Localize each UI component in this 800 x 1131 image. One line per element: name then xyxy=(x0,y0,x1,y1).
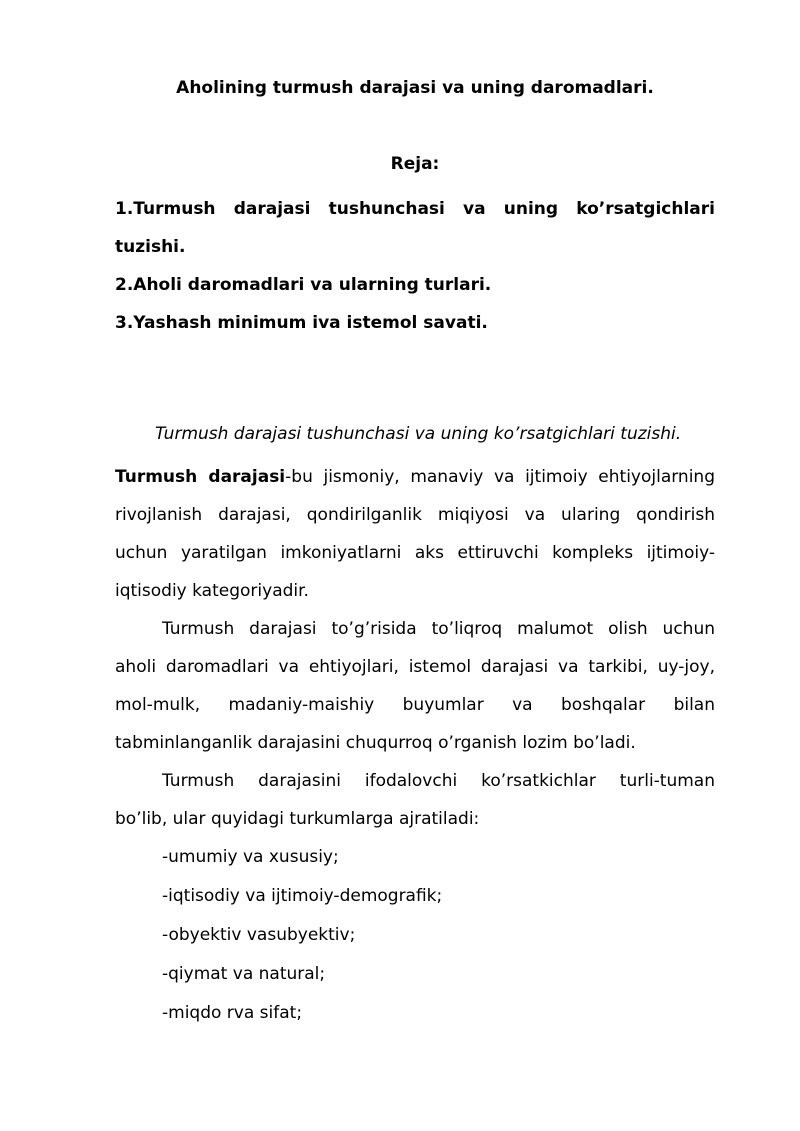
list-item: -obyektiv vasubyektiv; xyxy=(162,925,356,945)
plan-item-2: 2.Aholi daromadlari va ularning turlari. xyxy=(115,275,492,295)
body-text xyxy=(115,458,715,1033)
paragraph-line: Turmush darajasi to’g’risida to’liqroq malumot olish uchun xyxy=(162,619,715,639)
paragraph-line: iqtisodiy kategoriyadir. xyxy=(115,581,309,601)
plan-item-1 xyxy=(115,190,715,266)
paragraph-line: uchun yaratilgan imkoniyatlarni aks ettiruvchi kompleks ijtimoiy- xyxy=(115,543,715,563)
paragraph-line: aholi daromadlari va ehtiyojlari, istemol darajasi va tarkibi, uy-joy, xyxy=(115,657,715,677)
list-item: -iqtisodiy va ijtimoiy-demografik; xyxy=(162,886,443,906)
list-item: -qiymat va natural; xyxy=(162,964,326,984)
paragraph-line: Turmush darajasini ifodalovchi ko’rsatkichlar turli-tuman xyxy=(162,771,715,791)
plan-heading: Reja: xyxy=(390,154,440,174)
paragraph-details xyxy=(115,610,715,762)
plan-item-1-line-1: 1.Turmush darajasi tushunchasi va uning ko’rsatgichlari xyxy=(115,199,715,219)
indicator-list xyxy=(115,838,715,1033)
document-title: Aholining turmush darajasi va uning daromadlari. xyxy=(176,78,654,98)
paragraph-line: mol-mulk, madaniy-maishiy buyumlar va boshqalar bilan xyxy=(115,695,715,715)
plan-item-3: 3.Yashash minimum iva istemol savati. xyxy=(115,313,488,333)
plan-item-1-line-2: tuzishi. xyxy=(115,237,186,257)
term-bold: Turmush darajasi xyxy=(115,467,286,487)
paragraph-indicators xyxy=(115,762,715,838)
paragraph-line: rivojlanish darajasi, qondirilganlik miqiyosi va ularing qondirish xyxy=(115,505,715,525)
section-title: Turmush darajasi tushunchasi va uning ko’rsatgichlari tuzishi. xyxy=(155,424,682,444)
paragraph-line: bo’lib, ular quyidagi turkumlarga ajratiladi: xyxy=(115,809,480,829)
list-item: -miqdo rva sifat; xyxy=(162,1003,303,1023)
paragraph-definition xyxy=(115,458,715,610)
list-item: -umumiy va xususiy; xyxy=(162,847,339,867)
paragraph-line: Turmush darajasi-bu jismoniy, manaviy va ijtimoiy ehtiyojlarning xyxy=(115,467,715,487)
paragraph-line: tabminlanganlik darajasini chuqurroq o’rganish lozim bo’ladi. xyxy=(115,733,636,753)
plan-list xyxy=(115,190,715,342)
